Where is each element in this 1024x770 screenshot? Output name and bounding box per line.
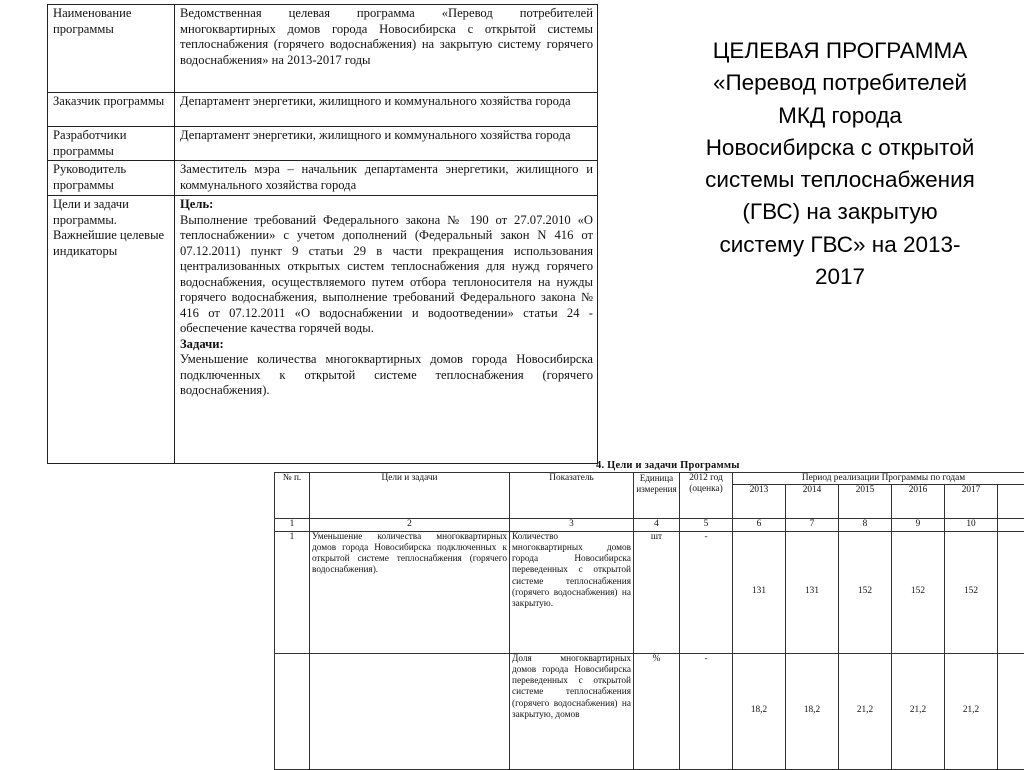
row-value: 152 xyxy=(945,531,998,653)
header-indicator: Показатель xyxy=(510,473,634,519)
passport-value: Заместитель мэра – начальник департамента энергетики, жилищного и коммунального хозяйства города xyxy=(175,161,598,196)
header-unit: Единица измерения xyxy=(634,473,680,519)
passport-key: Цели и задачи программы. Важнейшие целевые индикаторы xyxy=(48,196,175,464)
passport-row-goals xyxy=(48,196,598,464)
row-indicator: Доля многоквартирных домов города Новосибирска переведенных с открытой системе теплоснабжения (горячего водоснабжения) на закрытую, домов xyxy=(510,653,634,769)
slide-title-line: ЦЕЛЕВАЯ ПРОГРАММА xyxy=(664,35,1016,67)
row-value-empty xyxy=(998,531,1024,653)
passport-value xyxy=(175,196,598,464)
passport-key: Разработчики программы xyxy=(48,127,175,161)
slide-title-line: «Перевод потребителей xyxy=(664,67,1016,99)
tasks-text: Уменьшение количества многоквартирных домов города Новосибирска подключенных к открытой системе теплоснабжения (горячего водоснабжения). xyxy=(180,352,593,399)
row-unit: % xyxy=(634,653,680,769)
header-num: № п. xyxy=(275,473,310,519)
passport-row-developers xyxy=(48,127,598,161)
tasks-label: Задачи: xyxy=(180,337,593,353)
passport-value: Департамент энергетики, жилищного и коммунального хозяйства города xyxy=(175,127,598,161)
passport-value: Департамент энергетики, жилищного и коммунального хозяйства города xyxy=(175,93,598,127)
header-estimate: 2012 год (оценка) xyxy=(680,473,733,519)
row-goal xyxy=(310,653,510,769)
col-number: 3 xyxy=(510,519,634,531)
goal-label: Цель: xyxy=(180,197,593,213)
header-year: 2017 xyxy=(945,485,998,519)
slide-title-line: системы теплоснабжения xyxy=(664,164,1016,196)
header-year-empty xyxy=(998,485,1024,519)
slide-title-line: (ГВС) на закрытую xyxy=(664,196,1016,228)
row-value: 131 xyxy=(733,531,786,653)
passport-row-head xyxy=(48,161,598,196)
goal-text: Выполнение требований Федерального закона № 190 от 27.07.2010 «О теплоснабжении» с учетом дополнений (Федеральный закон N 416 от 07.12.2011) пункт 9 статьи 29 в части прекращения использования централизованных открытых систем теплоснабжения для нужд горячего водоснабжения, осуществляемого путем отбора теплоносителя на нужды горячего водоснабжения, выполнение требований Федерального закона № 416 от 07.12.2011 «О водоснабжении и водоотведении» статьи 24 - обеспечение качества горячей воды. xyxy=(180,213,593,337)
row-value: 18,2 xyxy=(733,653,786,769)
row-value-empty xyxy=(998,653,1024,769)
header-goals: Цели и задачи xyxy=(310,473,510,519)
row-value: 21,2 xyxy=(892,653,945,769)
row-num: 1 xyxy=(275,531,310,653)
col-number: 4 xyxy=(634,519,680,531)
passport-value: Ведомственная целевая программа «Перевод потребителей многоквартирных домов города Новосибирска с открытой системы теплоснабжения (горячего водоснабжения) на закрытую систему горячего водоснабжения» на 2013-2017 годы xyxy=(175,5,598,93)
row-estimate: - xyxy=(680,531,733,653)
row-goal: Уменьшение количества многоквартирных домов города Новосибирска подключенных к открытой системе теплоснабжения (горячего водоснабжения). xyxy=(310,531,510,653)
slide-title-line: МКД города xyxy=(664,100,1016,132)
col-number: 1 xyxy=(275,519,310,531)
slide-title-line: 2017 xyxy=(664,261,1016,293)
row-indicator: Количество многоквартирных домов города Новосибирска переведенных с открытой системе теплоснабжения (горячего водоснабжения) на закрытую. xyxy=(510,531,634,653)
header-period: Период реализации Программы по годам xyxy=(733,473,1024,485)
table-row xyxy=(275,531,1024,653)
slide-title-line: систему ГВС» на 2013- xyxy=(664,229,1016,261)
goals-colnum-row xyxy=(275,519,1024,531)
passport-row-name xyxy=(48,5,598,93)
table-row xyxy=(275,653,1024,769)
header-year: 2016 xyxy=(892,485,945,519)
row-value: 152 xyxy=(892,531,945,653)
row-estimate: - xyxy=(680,653,733,769)
col-number: 10 xyxy=(945,519,998,531)
passport-key: Руководитель программы xyxy=(48,161,175,196)
col-number: 9 xyxy=(892,519,945,531)
col-number-empty xyxy=(998,519,1024,531)
header-year: 2015 xyxy=(839,485,892,519)
col-number: 5 xyxy=(680,519,733,531)
passport-key: Наименование программы xyxy=(48,5,175,93)
row-value: 131 xyxy=(786,531,839,653)
slide-title-line: Новосибирска с открытой xyxy=(664,132,1016,164)
header-year: 2014 xyxy=(786,485,839,519)
program-passport-table xyxy=(47,4,598,464)
row-value: 152 xyxy=(839,531,892,653)
row-value: 21,2 xyxy=(945,653,998,769)
row-unit: шт xyxy=(634,531,680,653)
slide-title xyxy=(664,35,1016,293)
row-value: 18,2 xyxy=(786,653,839,769)
col-number: 8 xyxy=(839,519,892,531)
row-value: 21,2 xyxy=(839,653,892,769)
col-number: 6 xyxy=(733,519,786,531)
row-num xyxy=(275,653,310,769)
header-year: 2013 xyxy=(733,485,786,519)
goals-table-heading: 4. Цели и задачи Программы xyxy=(596,460,740,471)
goals-header-row xyxy=(275,473,1024,485)
passport-row-customer xyxy=(48,93,598,127)
goals-table xyxy=(274,472,1024,770)
col-number: 7 xyxy=(786,519,839,531)
passport-key: Заказчик программы xyxy=(48,93,175,127)
col-number: 2 xyxy=(310,519,510,531)
